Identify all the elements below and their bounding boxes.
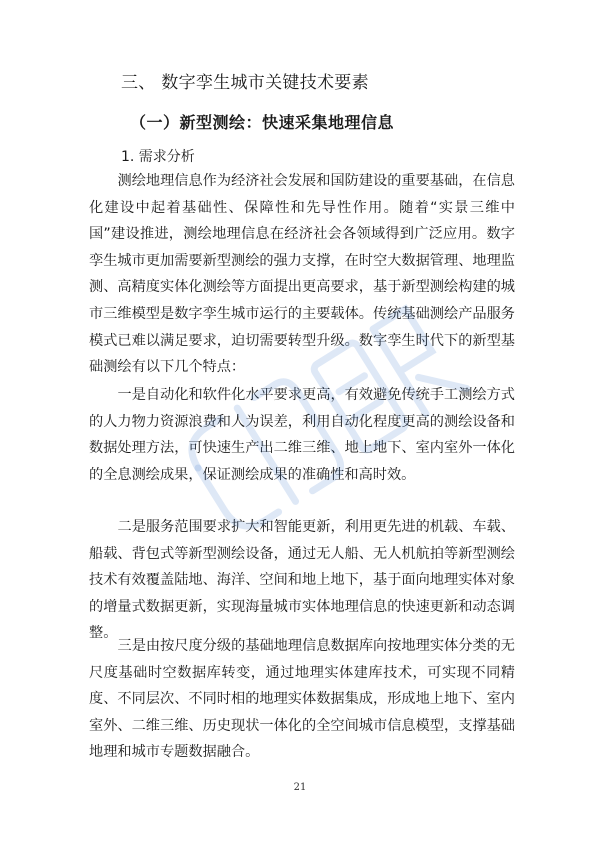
page-number: 21 <box>293 782 307 793</box>
paragraph-point-two: 二是服务范围要求扩大和智能更新，利用更先进的机载、车载、船载、背包式等新型测绘设备，通过无人船、无人机航拍等新型测绘技术有效覆盖陆地、海洋、空间和地上地下，基于面向地理实体对象的增量式数据更新，实现海量城市实体地理信息的快速更新和动态调整。 <box>89 519 515 642</box>
paragraph-point-one: 一是自动化和软件化水平要求更高，有效避免传统手工测绘方式的人力物力资源浪费和人为误差，利用自动化程度更高的测绘设备和数据处理方法，可快速生产出二维三维、地上地下、室内室外一体化的全息测绘成果，保证测绘成果的准确性和高时效。 <box>89 387 515 483</box>
subsection-heading: （一）新型测绘：快速采集地理信息 <box>130 113 395 132</box>
subsubsection-heading: 1. 需求分析 <box>121 149 195 165</box>
section-heading: 三、 数字孪生城市关键技术要素 <box>121 73 369 93</box>
paragraph-point-three: 三是由按尺度分级的基础地理信息数据库向按地理实体分类的无尺度基础时空数据库转变，通过地理实体建库技术，可实现不同精度、不同层次、不同时相的地理实体数据集成，形成地上地下、室内室外、二维三维、历史现状一体化的全空间城市信息模型，支撑基础地理和城市专题数据融合。 <box>89 638 515 761</box>
paragraph-intro: 测绘地理信息作为经济社会发展和国防建设的重要基础，在信息化建设中起着基础性、保障性和先导性作用。随着“实景三维中国”建设推进，测绘地理信息在经济社会各领域得到广泛应用。数字孪生城市更加需要新型测绘的强力支撑，在时空大数据管理、地理监测、高精度实体化测绘等方面提出更高要求，基于新型测绘构建的城市三维模型是数字孪生城市运行的主要载体。传统基础测绘产品服务模式已难以满足要求，迫切需要转型升级。数字孪生时代下的新型基础测绘有以下几个特点： <box>89 173 515 376</box>
